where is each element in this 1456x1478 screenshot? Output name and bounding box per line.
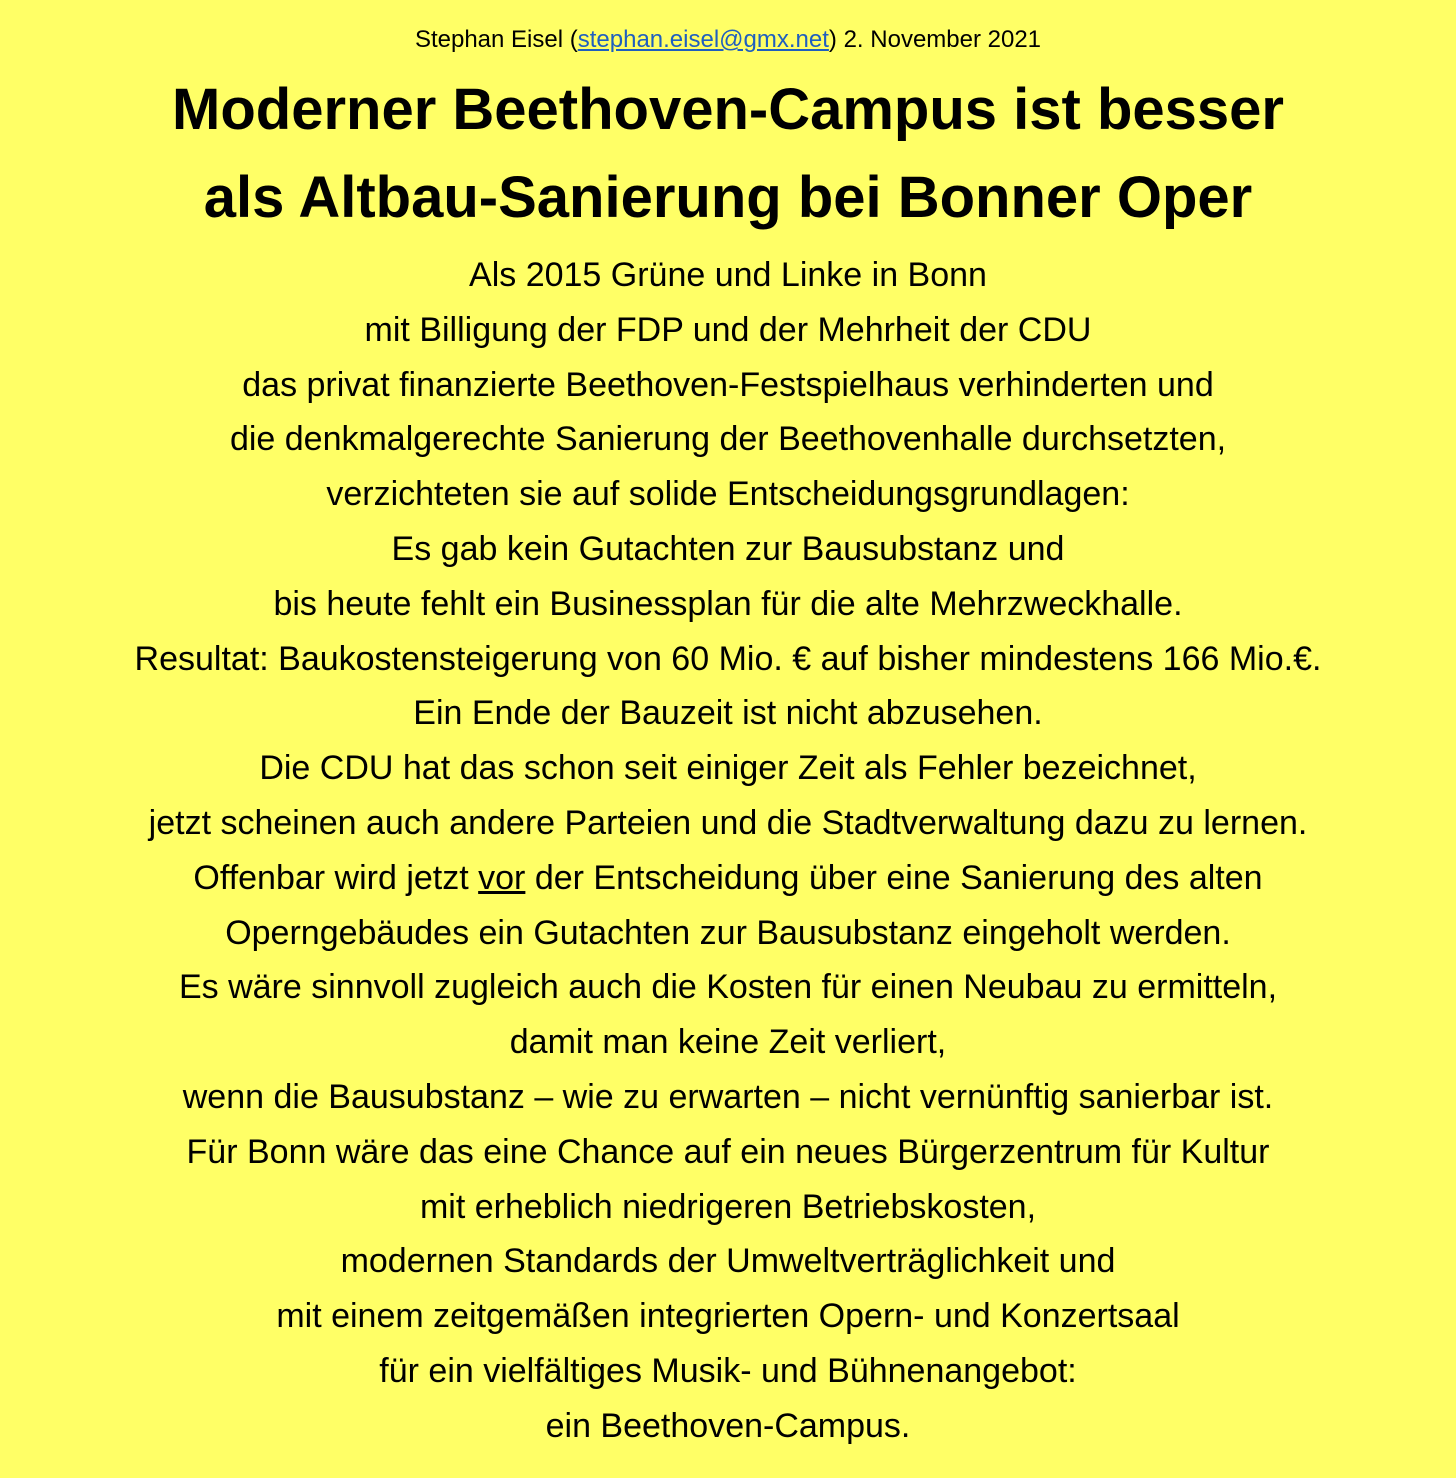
article-body — [0, 248, 1456, 1454]
author-name: Stephan Eisel — [414, 26, 564, 53]
body-line: mit einem zeitgemäßen integrierten Opern- und Konzertsaal — [276, 1297, 1180, 1336]
body-line: mit Billigung der FDP und der Mehrheit der CDU — [364, 310, 1092, 349]
body-line: Es wäre sinnvoll zugleich auch die Kosten für einen Neubau zu ermitteln, — [178, 968, 1278, 1007]
body-line: mit erheblich niedrigeren Betriebskosten, — [419, 1187, 1037, 1226]
body-line: wenn die Bausubstanz – wie zu erwarten – nicht vernünftig sanierbar ist. — [182, 1077, 1274, 1116]
body-line: Für Bonn wäre das eine Chance auf ein neues Bürgerzentrum für Kultur — [186, 1132, 1270, 1171]
title-line-1: Moderner Beethoven-Campus ist besser — [172, 77, 1284, 142]
body-line: damit man keine Zeit verliert, — [509, 1023, 947, 1062]
body-line: Es gab kein Gutachten zur Bausubstanz und — [391, 529, 1065, 568]
title-line-2: als Altbau-Sanierung bei Bonner Oper — [203, 165, 1253, 230]
body-line: Als 2015 Grüne und Linke in Bonn — [469, 256, 987, 294]
body-line: Die CDU hat das schon seit einiger Zeit als Fehler bezeichnet, — [259, 749, 1197, 788]
author-email-link[interactable]: stephan.eisel@gmx.net — [577, 26, 829, 53]
body-line: das privat finanzierte Beethoven-Festspielhaus verhinderten und — [242, 365, 1214, 404]
body-text: der Entscheidung über eine Sanierung des alten — [525, 858, 1263, 897]
publication-date: 2. November 2021 — [843, 26, 1042, 53]
body-line: modernen Standards der Umweltverträglichkeit und — [340, 1242, 1116, 1281]
body-line-closing: ein Beethoven-Campus. — [545, 1406, 911, 1445]
body-line: für ein vielfältiges Musik- und Bühnenangebot: — [379, 1351, 1077, 1390]
body-line: die denkmalgerechte Sanierung der Beethovenhalle durchsetzten, — [229, 420, 1227, 459]
body-text: Offenbar wird jetzt — [193, 858, 479, 897]
body-line: Operngebäudes ein Gutachten zur Bausubstanz eingeholt werden. — [225, 913, 1231, 952]
body-line: bis heute fehlt ein Businessplan für die alte Mehrzweckhalle. — [273, 584, 1183, 623]
body-line: verzichteten sie auf solide Entscheidungsgrundlagen: — [326, 475, 1130, 514]
body-line: jetzt scheinen auch andere Parteien und die Stadtverwaltung dazu zu lernen. — [148, 803, 1308, 842]
body-line-with-emphasis — [0, 851, 1456, 906]
page-title — [0, 66, 1456, 242]
underlined-word: vor — [478, 858, 526, 897]
byline: Stephan Eisel (stephan.eisel@gmx.net) 2. November 2021 — [414, 26, 1042, 53]
body-line: Ein Ende der Bauzeit ist nicht abzusehen. — [413, 694, 1043, 733]
body-line-cost-result: Resultat: Baukostensteigerung von 60 Mio. € auf bisher mindestens 166 Mio.€. — [134, 639, 1322, 678]
